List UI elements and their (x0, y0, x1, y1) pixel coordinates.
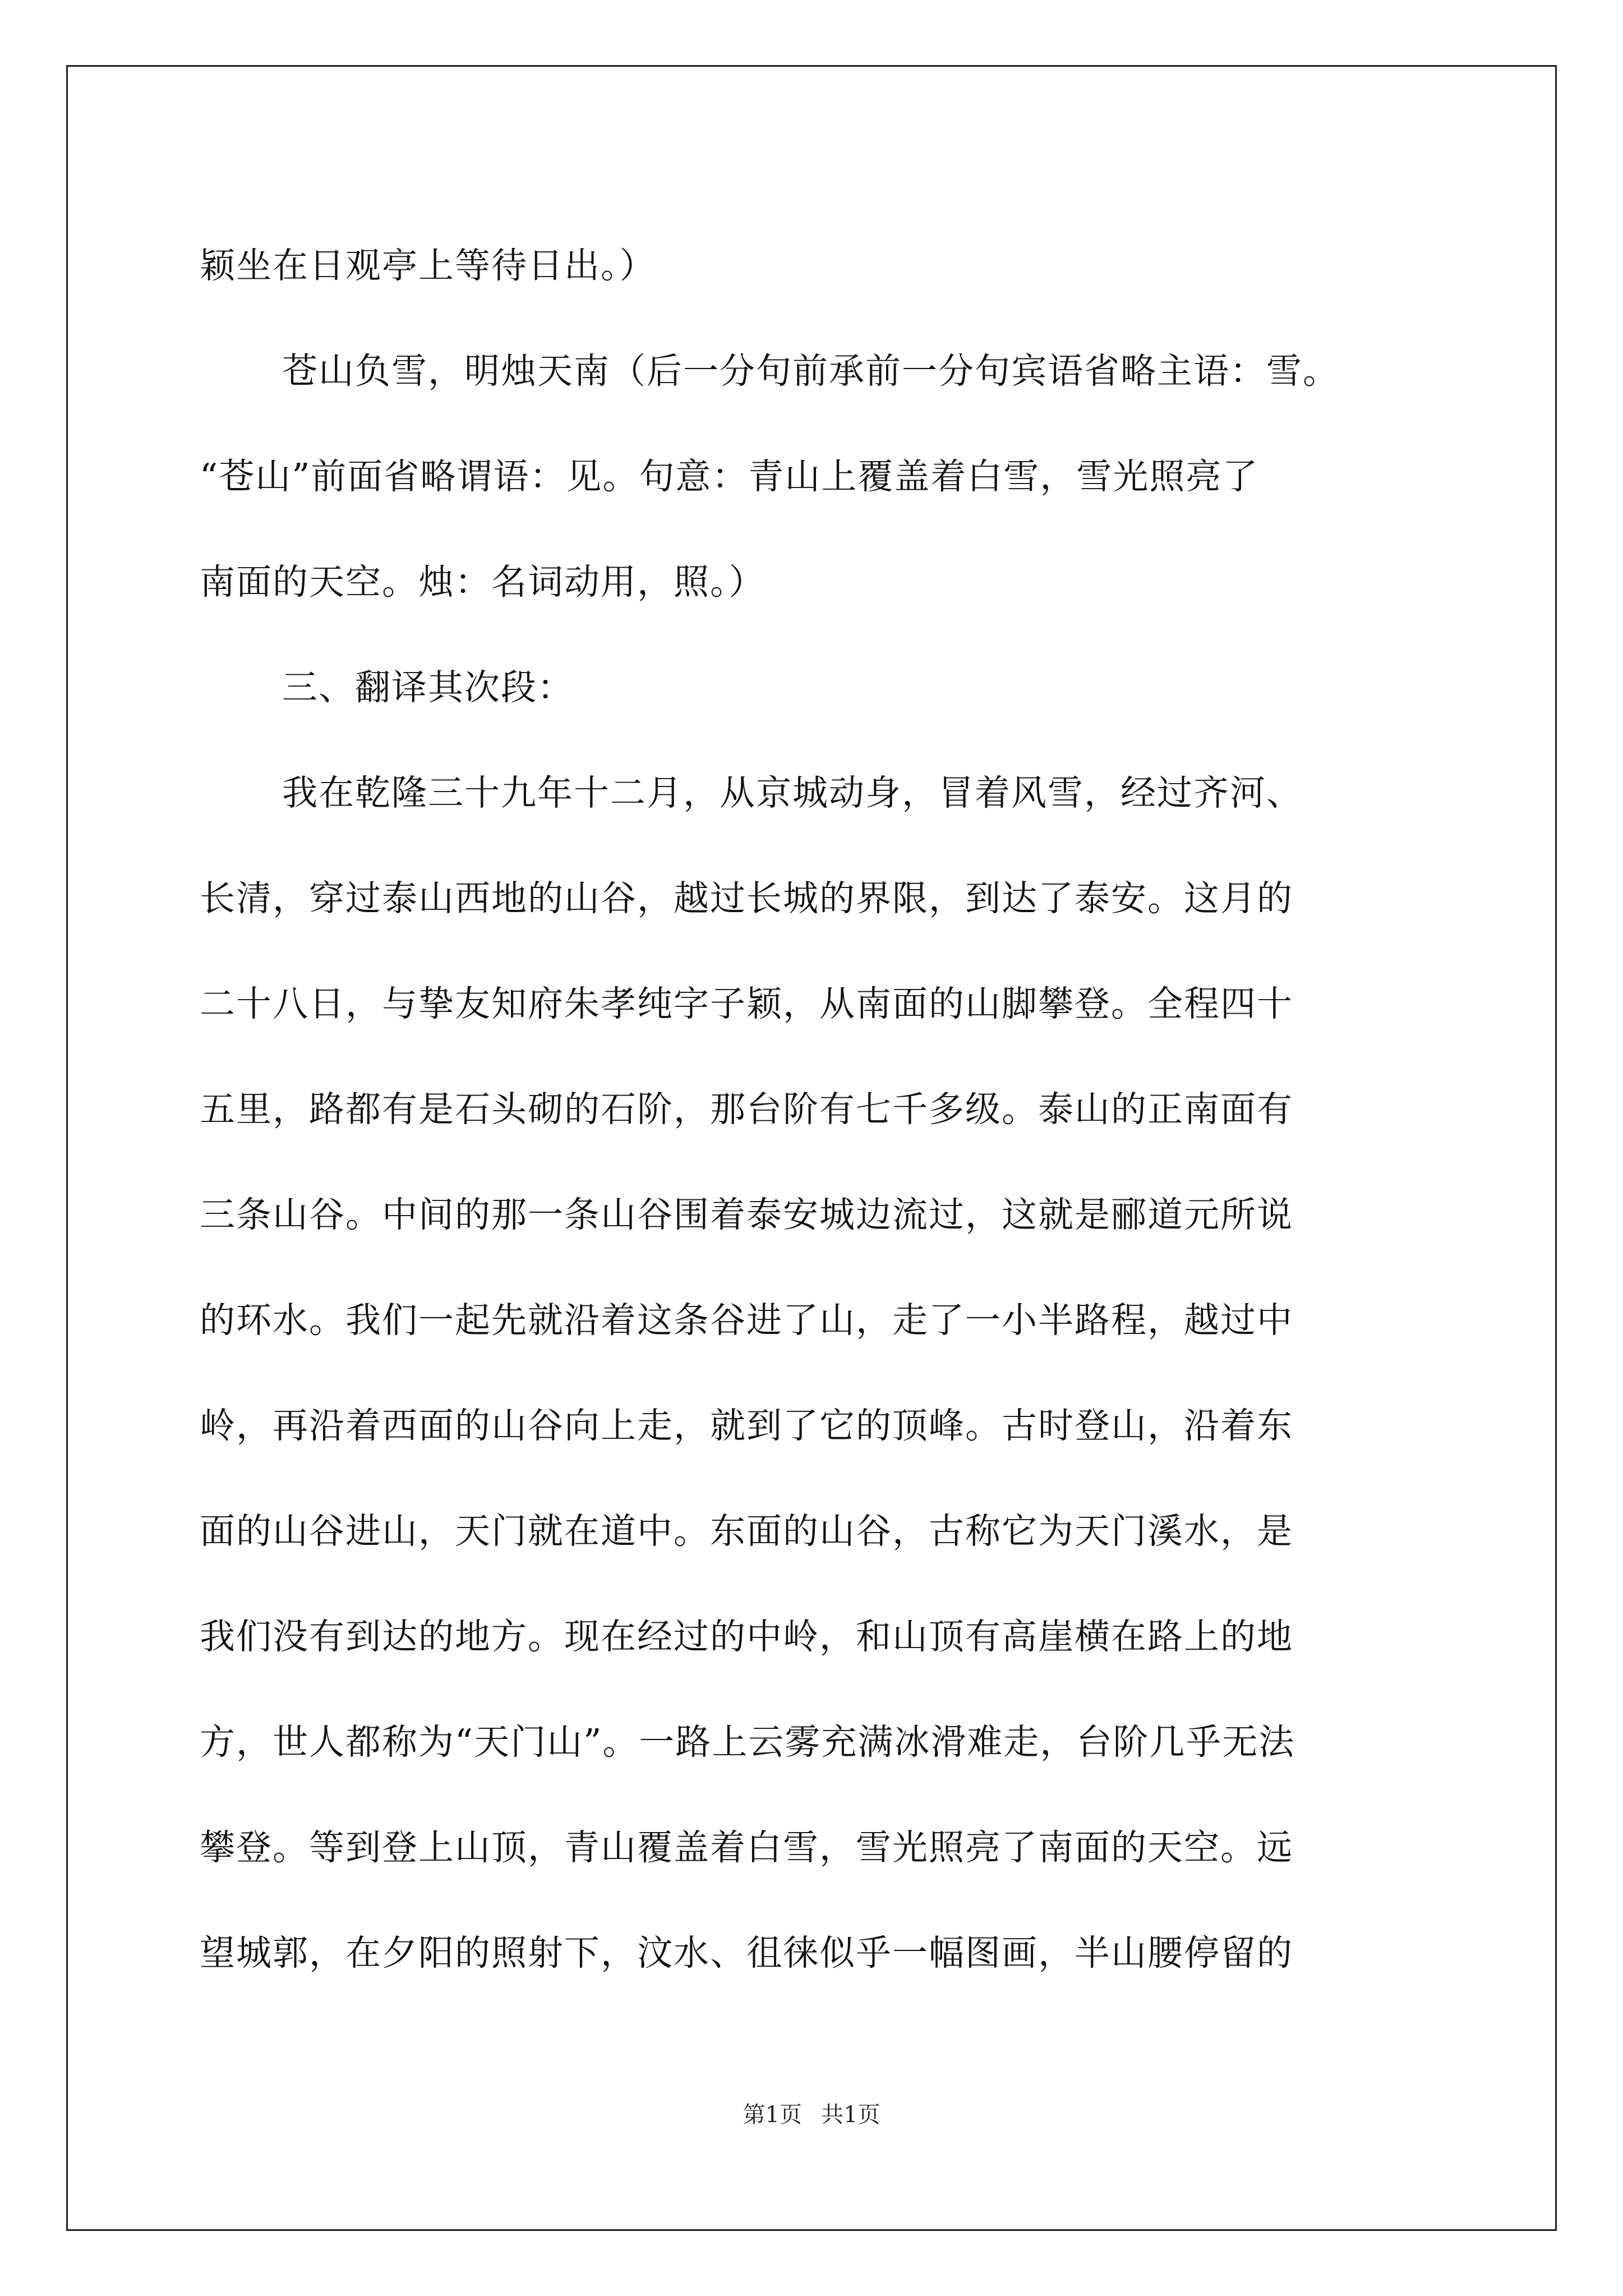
text-line: 方，世人都称为“天门山”。一路上云雾充满冰滑难走，台阶几乎无法 (200, 1722, 1295, 1763)
text-line: “苍山”前面省略谓语：见。句意：青山上覆盖着白雪，雪光照亮了 (200, 456, 1259, 497)
text-line: 岭，再沿着西面的山谷向上走，就到了它的顶峰。古时登山，沿着东 (200, 1405, 1293, 1446)
text-line: 攀登。等到登上山顶，青山覆盖着白雪，雪光照亮了南面的天空。远 (200, 1827, 1293, 1868)
text-line: 三条山谷。中间的那一条山谷围着泰安城边流过，这就是郦道元所说 (200, 1194, 1293, 1235)
text-line: 望城郭，在夕阳的照射下，汶水、徂徕似乎一幅图画，半山腰停留的 (200, 1932, 1293, 1973)
text-line: 我们没有到达的地方。现在经过的中岭，和山顶有高崖横在路上的地 (200, 1616, 1293, 1657)
paragraph-start-line: 苍山负雪，明烛天南（后一分句前承前一分句宾语省略主语：雪。 (282, 351, 1339, 392)
document-body (200, 213, 1433, 2006)
section-heading: 三、翻译其次段： (282, 667, 574, 708)
text-line: 长清，穿过泰山西地的山谷，越过长城的界限，到达了泰安。这月的 (200, 878, 1293, 919)
text-line: 的环水。我们一起先就沿着这条谷进了山，走了一小半路程，越过中 (200, 1300, 1293, 1341)
text-line: 南面的天空。烛：名词动用，照。） (200, 562, 766, 602)
text-line: 面的山谷进山，天门就在道中。东面的山谷，古称它为天门溪水，是 (200, 1511, 1293, 1552)
page-total: 共1页 (821, 2102, 880, 2128)
text-line: 五里，路都有是石头砌的石阶，那台阶有七千多级。泰山的正南面有 (200, 1089, 1293, 1130)
text-line: 颖坐在日观亭上等待日出。） (200, 245, 656, 286)
page-number: 第1页 (743, 2102, 802, 2128)
paragraph-start-line: 我在乾隆三十九年十二月，从京城动身，冒着风雪，经过齐河、 (282, 772, 1303, 813)
page-footer (0, 2101, 1623, 2129)
text-line: 二十八日，与挚友知府朱孝纯字子颖，从南面的山脚攀登。全程四十 (200, 983, 1293, 1024)
